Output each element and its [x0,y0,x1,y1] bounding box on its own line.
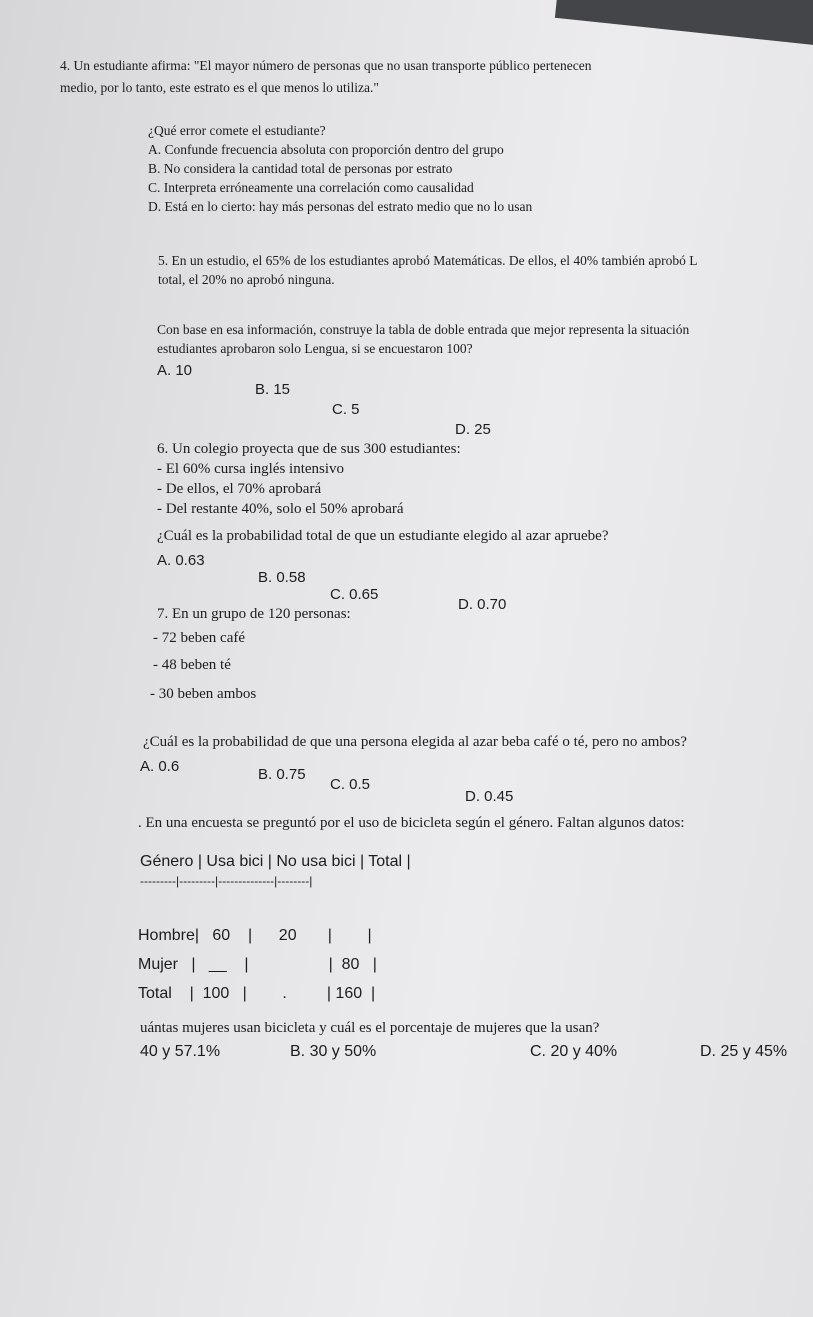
q4-option-d[interactable]: D. Está en lo cierto: hay más personas del estrato medio que no lo usan [148,199,533,214]
q4-option-a[interactable]: A. Confunde frecuencia absoluta con proporción dentro del grupo [148,142,504,157]
q4-statement-line1: 4. Un estudiante afirma: "El mayor número de personas que no usan transporte público pertenecen [60,58,592,73]
q6-question: ¿Cuál es la probabilidad total de que un estudiante elegido al azar apruebe? [157,528,609,544]
q6-statement: 6. Un colegio proyecta que de sus 300 estudiantes: [157,441,461,457]
q5-option-a[interactable]: A. 10 [157,362,193,379]
q7-option-d[interactable]: D. 0.45 [465,788,514,805]
q6-bullet: - Del restante 40%, solo el 50% aprobará [157,501,404,517]
q5-option-c[interactable]: C. 5 [332,401,360,418]
q7-question: ¿Cuál es la probabilidad de que una persona elegida al azar beba café o té, pero no ambos? [143,734,687,750]
q7-bullet: - 30 beben ambos [150,686,257,702]
q4-statement-line2: medio, por lo tanto, este estrato es el que menos lo utiliza." [60,80,379,95]
q8-table-row-mujer: Mujer | __ | | 80 | [138,956,377,973]
q7-option-c[interactable]: C. 0.5 [330,776,371,793]
q8-option-d[interactable]: D. 25 y 45% [700,1043,788,1060]
q5-option-d[interactable]: D. 25 [455,421,491,438]
q7-bullet: - 48 beben té [153,657,231,673]
q4-question: ¿Qué error comete el estudiante? [148,123,326,138]
q4-option-b[interactable]: B. No considera la cantidad total de personas por estrato [148,161,453,176]
background-dark-corner [555,0,813,62]
q8-table-header: Género | Usa bici | No usa bici | Total | [140,853,411,870]
q8-option-b[interactable]: B. 30 y 50% [290,1043,377,1060]
q6-bullet: - De ellos, el 70% aprobará [157,481,322,497]
q6-option-b[interactable]: B. 0.58 [258,569,306,586]
q8-option-a[interactable]: 40 y 57.1% [140,1043,221,1060]
q5-option-b[interactable]: B. 15 [255,381,291,398]
q7-option-a[interactable]: A. 0.6 [140,758,180,775]
q8-question: uántas mujeres usan bicicleta y cuál es el porcentaje de mujeres que la usan? [140,1020,600,1036]
q8-table-row-hombre: Hombre| 60 | 20 | | [138,927,372,944]
q7-option-b[interactable]: B. 0.75 [258,766,306,783]
q8-table-separator: ---------|---------|--------------|--------| [140,874,313,888]
q6-option-c[interactable]: C. 0.65 [330,586,379,603]
q7-statement: 7. En un grupo de 120 personas: [157,606,351,622]
q5-statement-line1: 5. En un estudio, el 65% de los estudiantes aprobó Matemáticas. De ellos, el 40% también aprobó L [158,253,698,268]
q5-statement-line2: total, el 20% no aprobó ninguna. [158,272,335,287]
q6-option-a[interactable]: A. 0.63 [157,552,205,569]
q5-question: estudiantes aprobaron solo Lengua, si se encuestaron 100? [157,341,473,356]
q6-bullet: - El 60% cursa inglés intensivo [157,461,345,477]
q4-option-c[interactable]: C. Interpreta erróneamente una correlación como causalidad [148,180,474,195]
q8-table-row-total: Total | 100 | . | 160 | [138,985,376,1002]
q6-option-d[interactable]: D. 0.70 [458,596,507,613]
q7-bullet: - 72 beben café [153,630,246,646]
q8-statement: . En una encuesta se preguntó por el uso de bicicleta según el género. Faltan algunos datos: [138,815,685,831]
q8-option-c[interactable]: C. 20 y 40% [530,1043,618,1060]
q5-statement-line3: Con base en esa información, construye la tabla de doble entrada que mejor representa la situación [157,322,690,337]
